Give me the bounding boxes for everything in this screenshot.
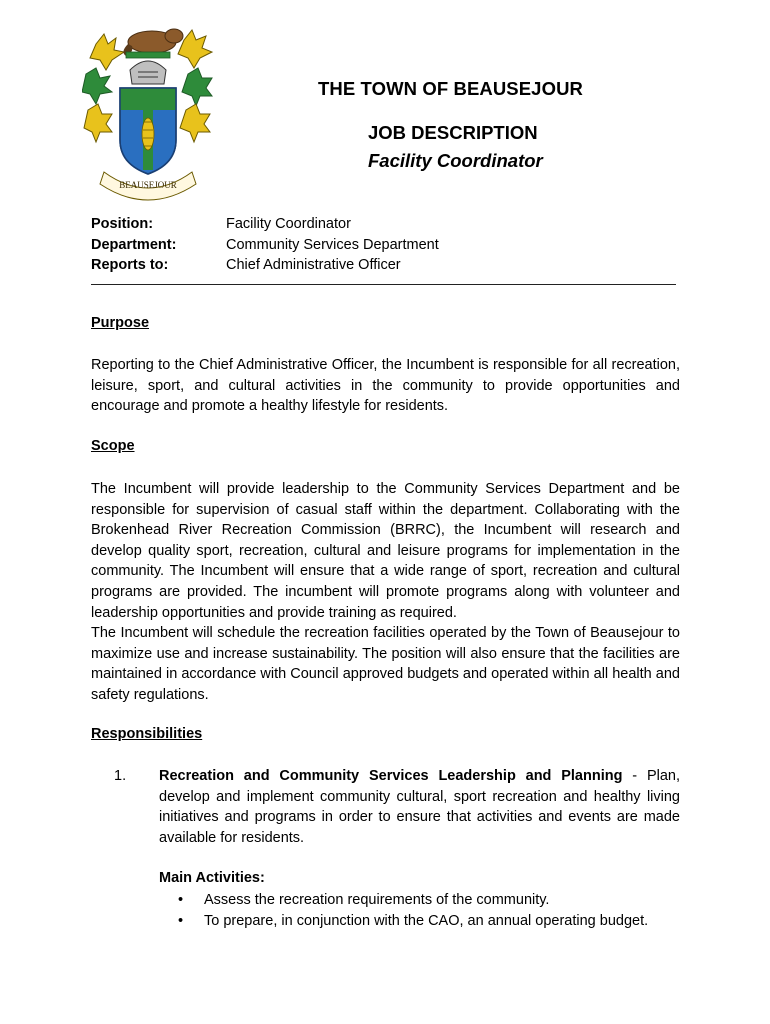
purpose-heading: Purpose — [91, 315, 150, 331]
list-item-text: Assess the recreation requirements of the community. — [204, 892, 550, 908]
meta-value: Facility Coordinator — [226, 216, 351, 232]
meta-row-reports-to — [91, 255, 439, 276]
meta-label: Position: — [91, 216, 154, 232]
crest-motto-text: BEAUSEJOUR — [119, 180, 177, 190]
item-text: - Plan, develop and implement community cultural, sport recreation and healthy living initiatives and programs in order to ensure that activities and events are made available for residents. — [159, 768, 681, 846]
job-meta-table — [91, 214, 439, 276]
town-crest-logo — [82, 22, 214, 202]
purpose-text: Reporting to the Chief Administrative Officer, the Incumbent is responsible for all recreation, leisure, sport, and cultural activities in the community to provide opportunities and encourage and promote a healthy lifestyle for residents. — [91, 357, 680, 415]
scroll-banner — [100, 172, 196, 200]
bullet-icon: • — [178, 892, 184, 908]
left-leaf-decoration — [82, 34, 124, 142]
meta-row-department — [91, 235, 439, 256]
meta-row-position — [91, 214, 439, 235]
item-number: 1. — [114, 768, 127, 784]
document-subtitle: JOB DESCRIPTION — [368, 122, 538, 143]
list-item-text: To prepare, in conjunction with the CAO, an annual operating budget. — [204, 913, 649, 929]
meta-label: Reports to: — [91, 257, 169, 273]
scope-text-1: The Incumbent will provide leadership to the Community Services Department and be responsible for supervision of casual staff within the department. Collaborating with the Brokenhead River Recreation Commission (BRRC), the Incumbent will research and develop quality sport, recreation, cultural and leisure programs for implementation in the community. The Incumbent will ensure that a wide range of sport, recreation and cultural programs are provided. The incumbent will promote programs along with volunteer and leadership opportunities and provide training as required. — [91, 481, 680, 621]
main-activities-heading: Main Activities: — [159, 870, 265, 886]
item-body — [159, 766, 680, 848]
responsibilities-heading: Responsibilities — [91, 726, 203, 742]
divider — [91, 284, 676, 285]
meta-value: Chief Administrative Officer — [226, 257, 401, 273]
helmet-icon — [126, 52, 170, 84]
item-title: Recreation and Community Services Leadership and Planning — [159, 768, 623, 784]
meta-value: Community Services Department — [226, 236, 439, 253]
main-activities-list — [178, 890, 648, 932]
job-role-title: Facility Coordinator — [368, 150, 543, 171]
list-item — [178, 911, 648, 932]
meta-label: Department: — [91, 236, 177, 253]
list-item — [178, 890, 648, 911]
document-title: THE TOWN OF BEAUSEJOUR — [318, 78, 583, 99]
bullet-icon: • — [178, 913, 184, 929]
scope-text-2: The Incumbent will schedule the recreation facilities operated by the Town of Beausejour to maximize use and increase sustainability. The position will also ensure that the facilities are maintained in accordance with Council approved budgets and operated within all health and safety regulations. — [91, 625, 680, 703]
right-leaf-decoration — [178, 30, 212, 142]
scope-heading: Scope — [91, 438, 135, 454]
shield-icon — [120, 88, 176, 174]
responsibility-item — [114, 766, 680, 848]
